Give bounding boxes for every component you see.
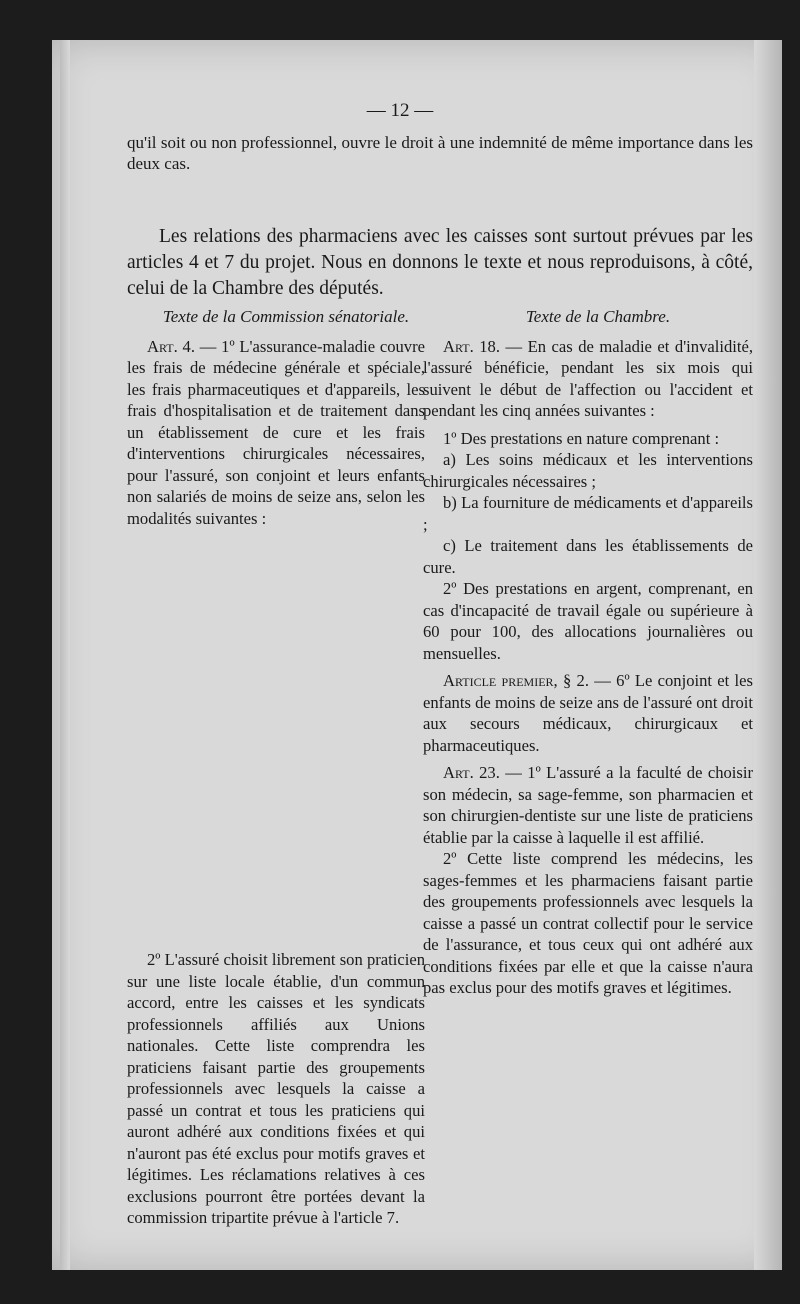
lead-paragraph: Les relations des pharmaciens avec les caisses sont surtout prévues par les articles 4 et 7 du projet. Nous en donnons le texte et nous reproduisons, à côté, celui de la Chambre des députés. bbox=[127, 226, 753, 299]
chamber-art23-text: — 1º L'assuré a la faculté de choisir son médecin, sa sage-femme, son pharmacien et son chirurgien-dentiste sur une liste de praticiens établie par la caisse à laquelle il est affilié. bbox=[423, 763, 753, 847]
chamber-art18-text: — En cas de maladie et d'invalidité, l'assuré bénéficie, pendant les six mois qui suivent le début de l'affection ou l'accident et pendant les cinq années suivantes : bbox=[423, 336, 754, 420]
senate-art4 bbox=[127, 336, 425, 530]
senate-heading: Texte de la Commission sénatoriale. bbox=[162, 307, 410, 326]
senate-art4-p2: 2º L'assuré choisit librement son praticien sur une liste locale établie, d'un commun accord, entre les caisses et les syndicats professionnels affiliés aux Unions nationales. Cette liste comprendra les praticiens faisant partie des groupements professionnels avec lesquels la caisse a passé un contrat et tous les praticiens qui auront adhéré aux conditions fixées et qui n'auront pas été exclus pour motifs graves et légitimes. Les réclamations relatives à ces exclusions pourront être portées devant la commission tripartite prévue à l'article 7. bbox=[127, 950, 425, 1227]
chamber-art1-label: Article premier, § 2. bbox=[443, 671, 589, 690]
chamber-heading: Texte de la Chambre. bbox=[525, 307, 671, 326]
chamber-art23-label: Art. 23. bbox=[443, 763, 500, 782]
chamber-art23-p2: 2º Cette liste comprend les médecins, les sages-femmes et les pharmaciens faisant partie des groupements professionnels avec lesquels la caisse a passé un contrat collectif pour le service de l'assurance, et tous ceux qui ont adhéré aux conditions fixées par elle et que la caisse n'aura pas exclus pour des motifs graves et légitimes. bbox=[423, 849, 753, 997]
chamber-art1 bbox=[423, 670, 753, 756]
chamber-p2: 2º Des prestations en argent, comprenant, en cas d'incapacité de travail égale ou supérieure à 60 pour 100, des allocations journalières ou mensuelles. bbox=[423, 579, 753, 663]
chamber-pa: a) Les soins médicaux et les interventions chirurgicales nécessaires ; bbox=[423, 450, 753, 491]
senate-art4-label: Art. 4. bbox=[147, 336, 195, 356]
chamber-art23 bbox=[423, 762, 753, 848]
chamber-art18 bbox=[423, 336, 753, 422]
chamber-pb: b) La fourniture de médicaments et d'appareils ; bbox=[423, 493, 753, 534]
chamber-pc: c) Le traitement dans les établissements de cure. bbox=[423, 536, 753, 577]
chamber-p1: 1º Des prestations en nature comprenant : bbox=[443, 428, 720, 448]
senate-art4-text: — 1º L'assurance-maladie couvre les frais de médecine générale et spéciale, les frais pharmaceutiques et d'appareils, les frais d'hospitalisation et de traitement dans un établissement de cure et les frais d'interventions chirurgicales nécessaires, pour l'assuré, son conjoint et leurs enfants non salariés de moins de seize ans, selon les modalités suivantes : bbox=[127, 336, 425, 528]
chamber-art1-text: — 6º Le conjoint et les enfants de moins de seize ans de l'assuré ont droit aux secours médicaux, chirurgicaux et pharmaceutiques. bbox=[423, 671, 753, 755]
intro-text: qu'il soit ou non professionnel, ouvre le droit à une indemnité de même importance dans les deux cas. bbox=[127, 133, 753, 173]
chamber-art18-label: Art. 18. bbox=[443, 336, 500, 356]
column-spacer bbox=[127, 529, 425, 949]
page-number: — 12 — bbox=[366, 100, 434, 121]
intro-paragraph bbox=[127, 132, 753, 174]
chamber-column bbox=[423, 306, 753, 999]
senate-column bbox=[127, 306, 425, 1229]
